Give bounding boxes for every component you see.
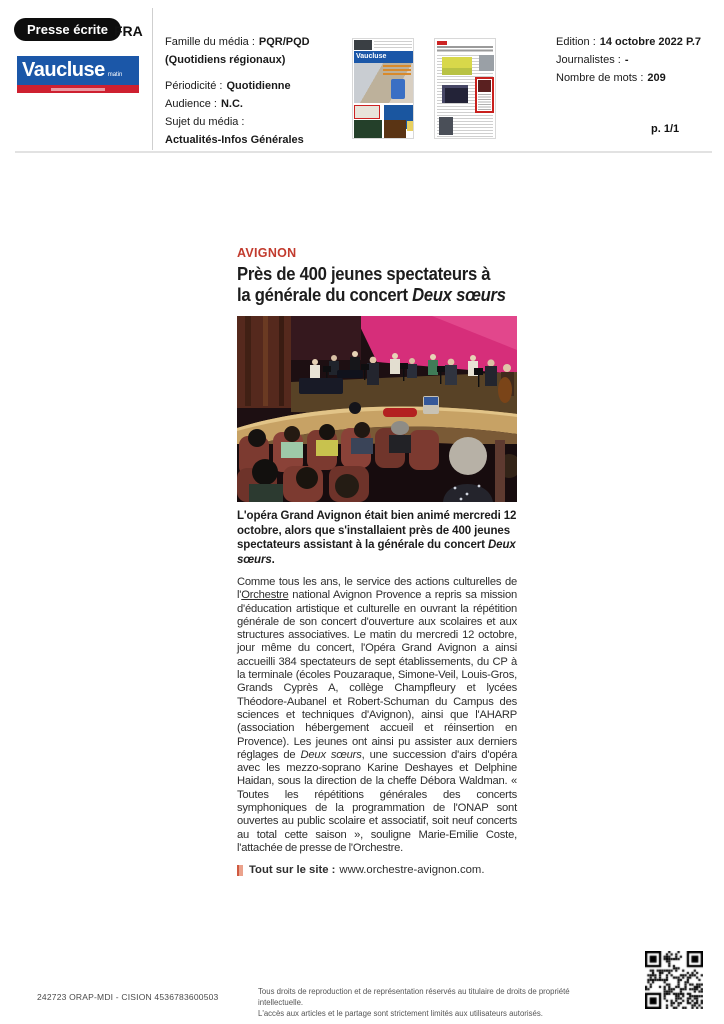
audience-row: Audience : N.C. xyxy=(165,98,243,110)
website-url[interactable]: www.orchestre-avignon.com. xyxy=(339,864,485,877)
vaucluse-logo-banner xyxy=(17,56,139,85)
page-indicator: p. 1/1 xyxy=(651,123,680,135)
media-metadata-right xyxy=(556,33,716,87)
subject-row: Sujet du média : xyxy=(165,116,245,128)
photo-caption: L'opéra Grand Avignon était bien animé mercredi 12 octobre, alors que s'installaient près de 400 jeunes spectateurs assistant à la générale du concert Deux sœurs. xyxy=(237,510,517,566)
title-work-name: Deux sœurs xyxy=(412,284,506,305)
orchestre-underlined: Orchestre xyxy=(241,589,289,602)
website-label: Tout sur le site : xyxy=(249,864,336,877)
thumb-photo xyxy=(354,40,372,50)
vaucluse-logo xyxy=(17,56,139,93)
logo-name: Vaucluse xyxy=(22,59,105,81)
clipping-reference: 242723 ORAP-MDI - CISION 4536783600503 xyxy=(37,992,219,1002)
word-count-row: Nombre de mots : 209 xyxy=(556,72,666,84)
rights-notice: Tous droits de reproduction et de représentation réservés au titulaire de droits de propriété intellectuelle. L'accès aux articles et le partage sont strictement limités aux utilisateurs autorisés. xyxy=(258,987,570,1018)
qr-code xyxy=(645,951,703,1009)
article-kicker: AVIGNON xyxy=(237,246,297,260)
country-code: FRA xyxy=(114,23,143,39)
article-column xyxy=(237,246,517,876)
media-type-badge: Presse écrite xyxy=(14,18,121,41)
logo-edition: matin xyxy=(107,71,123,78)
thumb-photo xyxy=(384,120,406,138)
journalists-row: Journalistes : - xyxy=(556,54,629,66)
article-page-thumbnail xyxy=(434,38,496,139)
website-line xyxy=(237,864,517,876)
thumb-masthead: Vaucluse xyxy=(354,51,414,63)
thumb-photo xyxy=(442,57,472,75)
media-family-row-2: (Quotidiens régionaux) xyxy=(165,54,286,66)
thumb-photo xyxy=(479,55,494,71)
article-photo xyxy=(237,316,517,502)
periodicity-row: Périodicité : Quotidienne xyxy=(165,80,291,92)
thumb-photo xyxy=(442,85,468,103)
article-title-line1: Près de 400 jeunes spectateurs à xyxy=(237,263,491,284)
article-title-line2: la générale du concert Deux sœurs xyxy=(237,284,506,305)
bullet-icon xyxy=(237,865,243,876)
highlighted-article-box xyxy=(475,77,494,113)
header-vertical-divider xyxy=(152,8,153,150)
front-page-thumbnail xyxy=(352,38,414,139)
article-title xyxy=(237,263,517,305)
header-divider xyxy=(15,151,712,153)
edition-row: Edition : 14 octobre 2022 P.7 xyxy=(556,36,702,48)
media-family-row: Famille du média : PQR/PQD xyxy=(165,36,310,48)
media-metadata-left xyxy=(165,33,345,149)
article-body: Comme tous les ans, le service des actions culturelles de l'Orchestre national Avignon Provence a repris sa mission d'éducation artistique et culturelle en ouvrant la répétition générale de son concert d'ouverture aux scolaires et aux structures associatives. Le matin du mercredi 12 octobre, jour même du concert, l'Opéra Grand Avignon a ainsi accueilli 384 spectateurs de sept établissements, du CP à la terminale (écoles Pouzaraque, Simone-Veil, Louis-Gros, Grands Cyprès A, collège Champfleury et lycées Théodore-Aubanel et Robert-Schuman du Campus des sciences et techniques d'Avignon), ainsi que l'AHARP (association hébergement accueil et réinsertion en Provence). Les jeunes ont ainsi pu assister aux derniers réglages de Deux sœurs, une succession d'airs d'opéra avec les mezzo-soprano Karine Deshayes et Delphine Haidan, sous la direction de la cheffe Débora Waldman. « Toutes les répétitions générales des concerts symphoniques de la programmation de l'ONAP sont ouvertes au public scolaire et associatif, soit neuf concerts au total cette saison », souligne Marie-Emilie Coste, l'attachée de presse de l'Orchestre. xyxy=(237,576,517,854)
subject-value-row: Actualités-Infos Générales xyxy=(165,134,304,146)
logo-red-strip xyxy=(17,85,139,93)
thumb-photo xyxy=(354,120,382,138)
thumb-photo xyxy=(439,117,453,135)
